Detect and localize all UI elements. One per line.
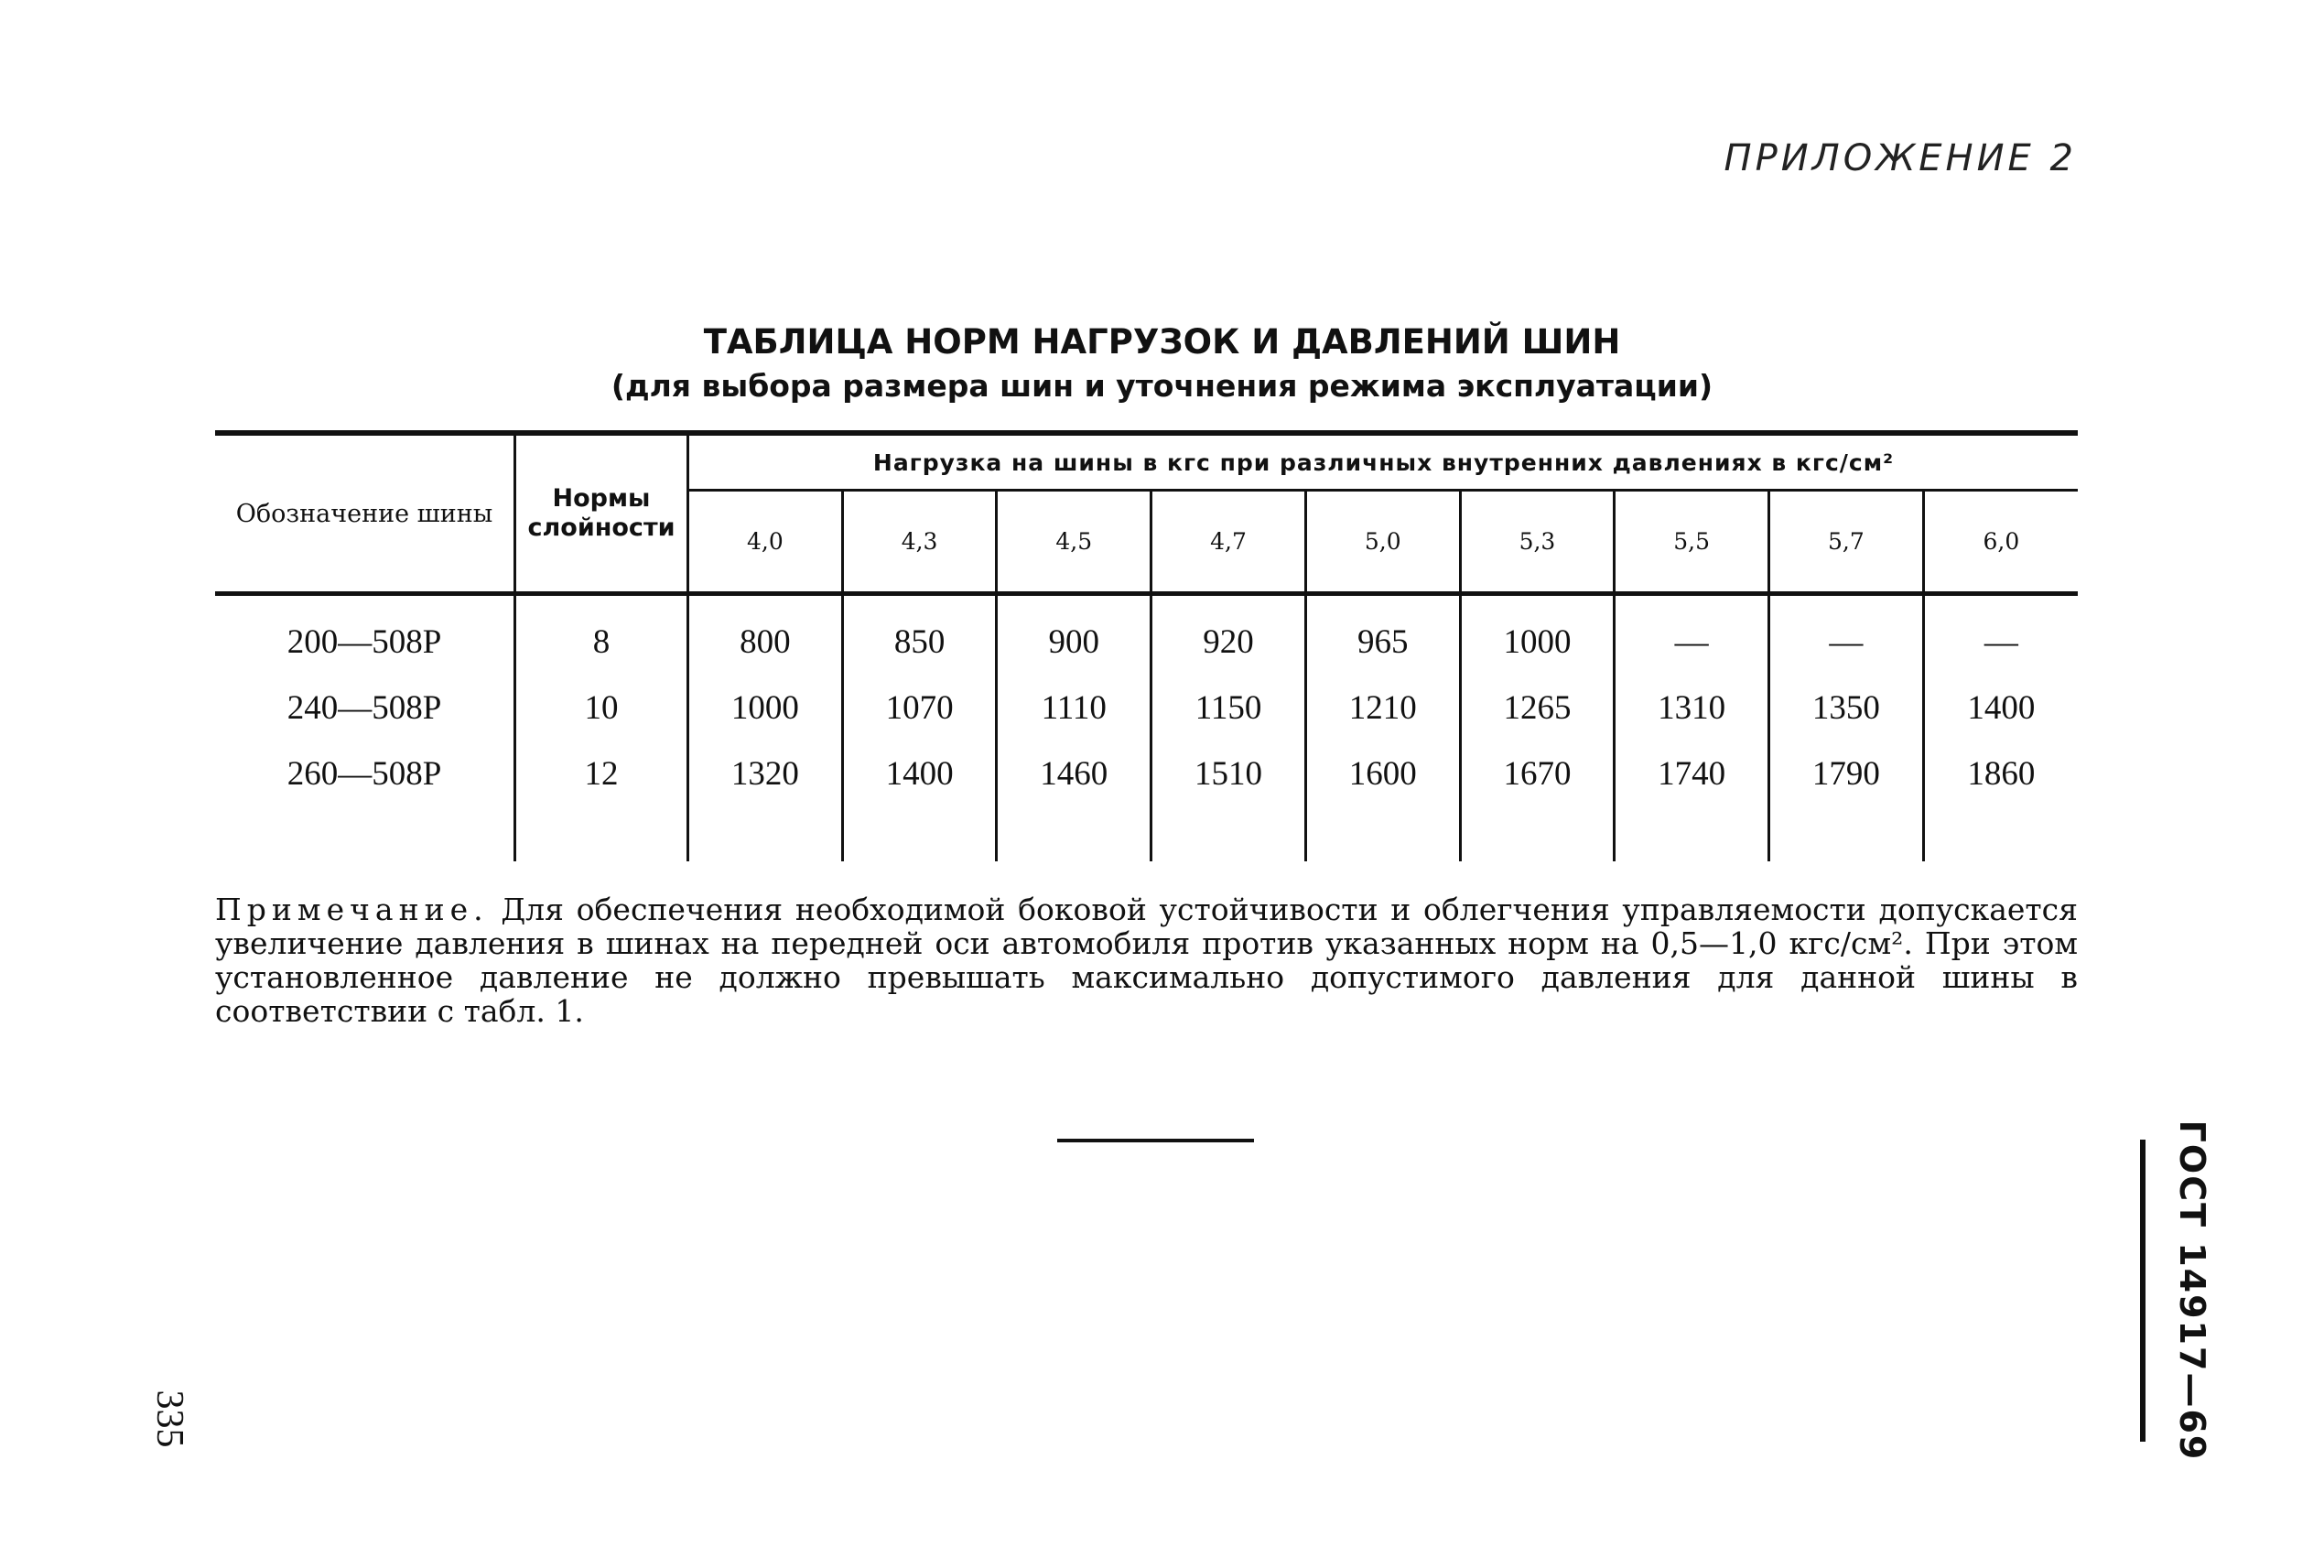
cell-load: 1310 <box>1615 675 1769 741</box>
header-ply-rating: Нормы слойности <box>515 433 688 594</box>
cell-load: 1000 <box>1460 594 1615 676</box>
cell-load: — <box>1769 594 1924 676</box>
cell-ply: 12 <box>515 741 688 806</box>
cell-load: 1600 <box>1305 741 1460 806</box>
tire-load-table <box>215 430 2078 861</box>
cell-load: 965 <box>1305 594 1460 676</box>
cell-load: 1110 <box>997 675 1151 741</box>
header-pressure: 4,0 <box>688 491 843 594</box>
header-pressure: 5,5 <box>1615 491 1769 594</box>
cell-load: 1510 <box>1151 741 1306 806</box>
note-label: Примечание. <box>215 892 489 927</box>
cell-load: 1790 <box>1769 741 1924 806</box>
table-row <box>215 594 2078 676</box>
header-pressure: 4,3 <box>842 491 997 594</box>
header-load: Нагрузка на шины в кгс при различных внутренних давлениях в кгс/см² <box>688 433 2079 491</box>
header-pressure: 4,5 <box>997 491 1151 594</box>
cell-load: — <box>1615 594 1769 676</box>
side-border-line <box>2140 1140 2146 1442</box>
table-title-subtitle: (для выбора размера шин и уточнения режима эксплуатации) <box>611 368 1713 404</box>
cell-load: 1860 <box>1967 754 2036 793</box>
cell-load: 900 <box>997 594 1151 676</box>
appendix-label: ПРИЛОЖЕНИЕ 2 <box>1724 137 2077 179</box>
cell-ply: 10 <box>515 675 688 741</box>
cell-load: 920 <box>1151 594 1306 676</box>
cell-load: 1070 <box>842 675 997 741</box>
page-number: 335 <box>148 1390 190 1448</box>
header-pressure: 5,7 <box>1769 491 1924 594</box>
cell-load: 1150 <box>1151 675 1306 741</box>
cell-tire-name: 200—508Р <box>215 594 515 676</box>
table-row <box>215 675 2078 741</box>
cell-load: 1400 <box>842 741 997 806</box>
table-title-main: ТАБЛИЦА НОРМ НАГРУЗОК И ДАВЛЕНИЙ ШИН <box>703 322 1621 362</box>
header-pressure: 6,0 <box>1923 491 2078 594</box>
cell-tire-name: 260—508Р <box>215 741 515 806</box>
table-spacer-row <box>215 806 2078 861</box>
cell-load: 1320 <box>688 741 843 806</box>
header-pressure: 5,0 <box>1305 491 1460 594</box>
cell-load: 850 <box>842 594 997 676</box>
note-text: Для обеспечения необходимой боковой устойчивости и облегчения управляемости допускается увеличение давления в шинах на передней оси автомобиля против указанных норм на 0,5—1,0 кгс/см². При этом установленное давление не должно превышать максимально допустимого давления для данной шины в соответствии с табл. 1. <box>215 892 2078 1029</box>
table-row <box>215 741 2078 806</box>
table-note <box>215 892 2078 1028</box>
cell-load: — <box>1984 622 2018 661</box>
table-title <box>0 320 2324 408</box>
separator-rule <box>1057 1139 1254 1142</box>
cell-load: 1400 <box>1967 688 2036 727</box>
cell-load: 1000 <box>688 675 843 741</box>
cell-ply: 8 <box>515 594 688 676</box>
header-pressure: 5,3 <box>1460 491 1615 594</box>
cell-load: 1350 <box>1769 675 1924 741</box>
cell-load: 1670 <box>1460 741 1615 806</box>
standard-label: ГОСТ 14917—69 <box>2172 1119 2212 1462</box>
cell-load: 1460 <box>997 741 1151 806</box>
cell-tire-name: 240—508Р <box>215 675 515 741</box>
cell-load: 1740 <box>1615 741 1769 806</box>
header-tire-designation: Обозначение шины <box>215 433 515 594</box>
cell-load: 800 <box>688 594 843 676</box>
cell-load: 1265 <box>1460 675 1615 741</box>
header-pressure: 4,7 <box>1151 491 1306 594</box>
cell-load: 1210 <box>1305 675 1460 741</box>
